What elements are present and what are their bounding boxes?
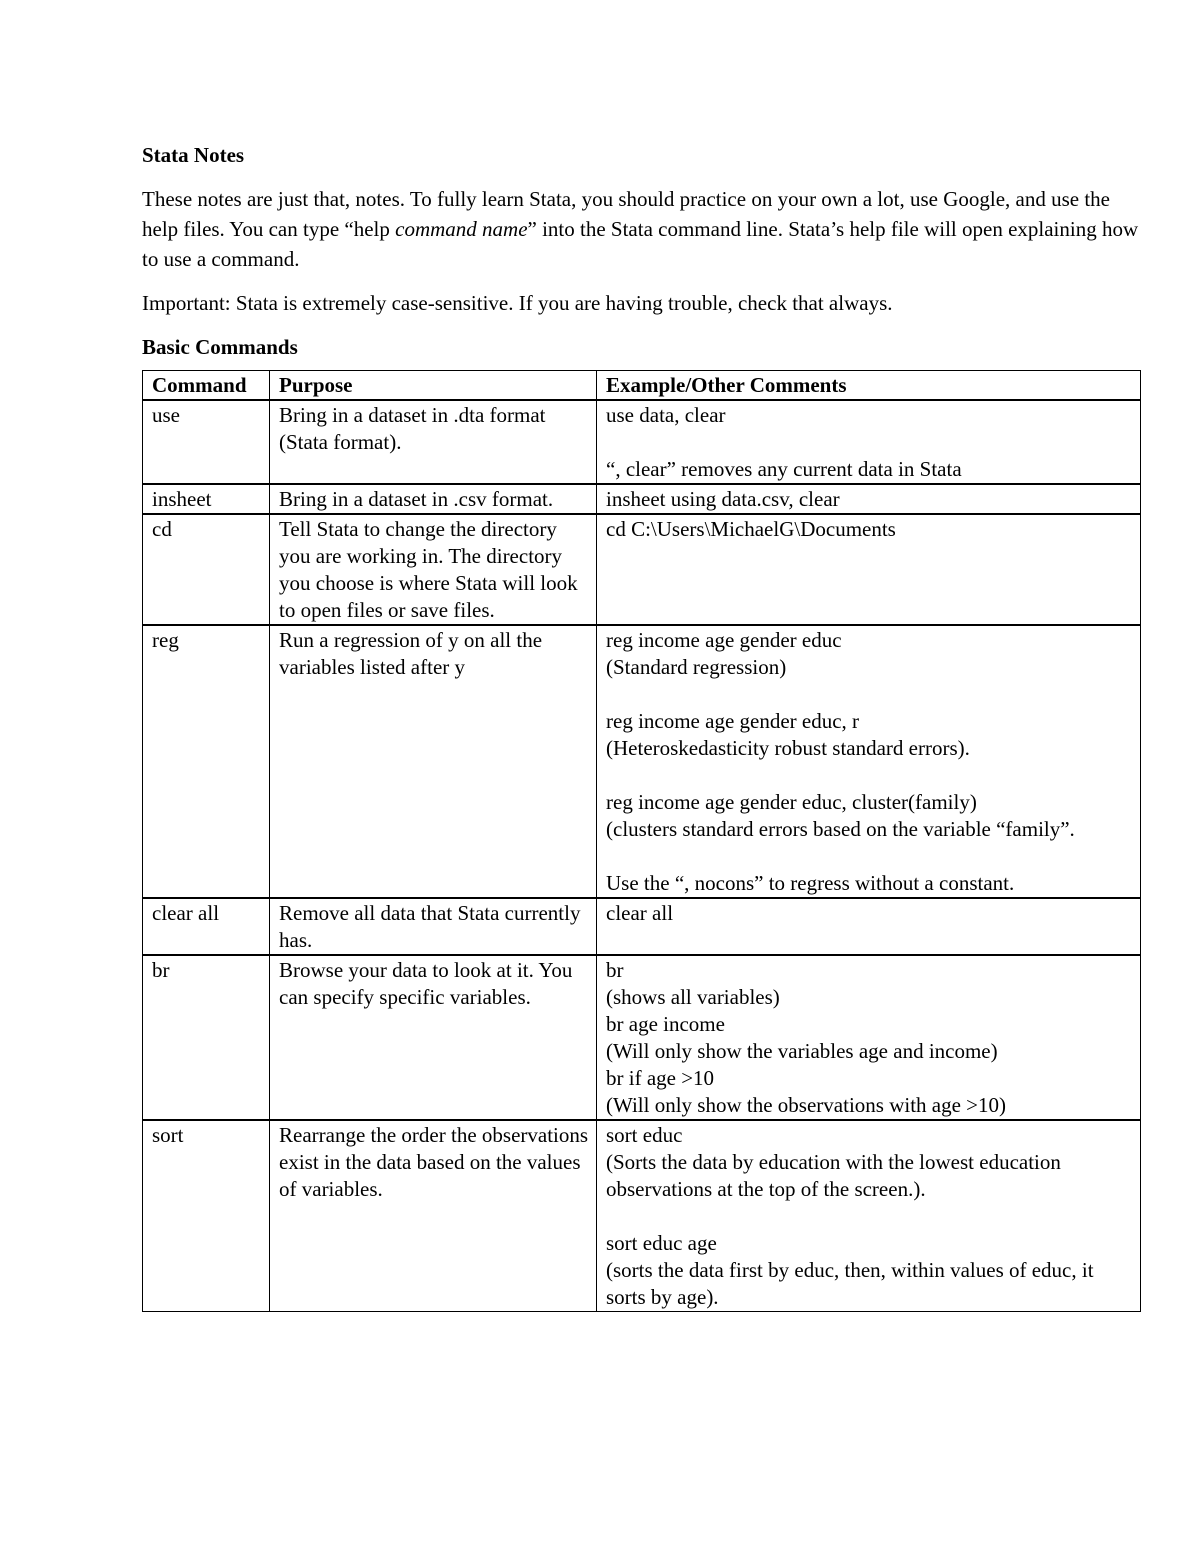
table-row	[143, 400, 1141, 484]
commands-table	[142, 370, 1141, 1312]
example-spacer	[606, 762, 1134, 789]
example-spacer	[606, 429, 1134, 456]
header-command: Command	[143, 371, 270, 401]
purpose-cell: Bring in a dataset in .dta format (Stata format).	[270, 400, 597, 484]
intro-paragraph	[142, 184, 1140, 274]
intro-italic-command-name: command name	[395, 217, 528, 241]
important-note: Important: Stata is extremely case-sensitive. If you are having trouble, check that always.	[142, 291, 893, 315]
example-line: cd C:\Users\MichaelG\Documents	[606, 517, 896, 541]
command-cell: insheet	[143, 484, 270, 514]
examples-cell	[597, 955, 1141, 1120]
table-row	[143, 484, 1141, 514]
example-line: insheet using data.csv, clear	[606, 487, 840, 511]
example-line: reg income age gender educ, r	[606, 709, 860, 733]
example-line: sort educ	[606, 1123, 683, 1147]
command-cell: reg	[143, 625, 270, 898]
examples-cell	[597, 484, 1141, 514]
intro-text-part1: These notes are just that, notes. To fully learn Stata, you should practice on your own a lot, use Google, and use the help files. You can type “help	[142, 187, 1110, 241]
table-row	[143, 1120, 1141, 1312]
example-line: (shows all variables)	[606, 985, 780, 1009]
intro-text-part2: ” into the Stata command line. Stata’s help file will open explaining how to use a command.	[142, 217, 1139, 271]
table-header-row	[143, 371, 1141, 401]
table-row	[143, 955, 1141, 1120]
command-cell: br	[143, 955, 270, 1120]
command-cell: use	[143, 400, 270, 484]
document-title: Stata Notes	[142, 143, 245, 167]
header-purpose: Purpose	[270, 371, 597, 401]
purpose-cell: Tell Stata to change the directory you are working in. The directory you choose is where Stata will look to open files or save files.	[270, 514, 597, 625]
example-line: (Sorts the data by education with the lowest education observations at the top of the screen.).	[606, 1150, 1061, 1201]
example-line: “, clear” removes any current data in Stata	[606, 457, 962, 481]
purpose-cell: Browse your data to look at it. You can specify specific variables.	[270, 955, 597, 1120]
header-examples: Example/Other Comments	[597, 371, 1141, 401]
examples-cell	[597, 625, 1141, 898]
example-line: reg income age gender educ, cluster(family)	[606, 790, 977, 814]
command-cell: cd	[143, 514, 270, 625]
example-line: (Will only show the variables age and income)	[606, 1039, 998, 1063]
section-heading-basic-commands: Basic Commands	[142, 335, 298, 359]
example-line: Use the “, nocons” to regress without a constant.	[606, 871, 1015, 895]
examples-cell	[597, 514, 1141, 625]
example-line: br if age >10	[606, 1066, 715, 1090]
example-line: reg income age gender educ	[606, 628, 842, 652]
example-spacer	[606, 681, 1134, 708]
example-spacer	[606, 843, 1134, 870]
example-line: br age income	[606, 1012, 725, 1036]
table-row	[143, 625, 1141, 898]
table-row	[143, 898, 1141, 955]
example-line: sort educ age	[606, 1231, 717, 1255]
example-line: (clusters standard errors based on the variable “family”.	[606, 817, 1075, 841]
example-line: (sorts the data first by educ, then, within values of educ, it sorts by age).	[606, 1258, 1094, 1309]
purpose-cell: Remove all data that Stata currently has.	[270, 898, 597, 955]
example-line: (Standard regression)	[606, 655, 787, 679]
table-row	[143, 514, 1141, 625]
examples-cell	[597, 1120, 1141, 1312]
example-line: (Will only show the observations with age >10)	[606, 1093, 1007, 1117]
table-body	[143, 400, 1141, 1312]
command-cell: sort	[143, 1120, 270, 1312]
example-line: clear all	[606, 901, 674, 925]
purpose-cell: Run a regression of y on all the variables listed after y	[270, 625, 597, 898]
command-cell: clear all	[143, 898, 270, 955]
document-page	[142, 140, 1140, 1312]
example-spacer	[606, 1203, 1134, 1230]
purpose-cell: Bring in a dataset in .csv format.	[270, 484, 597, 514]
example-line: br	[606, 958, 624, 982]
example-line: use data, clear	[606, 403, 726, 427]
purpose-cell: Rearrange the order the observations exist in the data based on the values of variables.	[270, 1120, 597, 1312]
example-line: (Heteroskedasticity robust standard errors).	[606, 736, 970, 760]
examples-cell	[597, 898, 1141, 955]
examples-cell	[597, 400, 1141, 484]
